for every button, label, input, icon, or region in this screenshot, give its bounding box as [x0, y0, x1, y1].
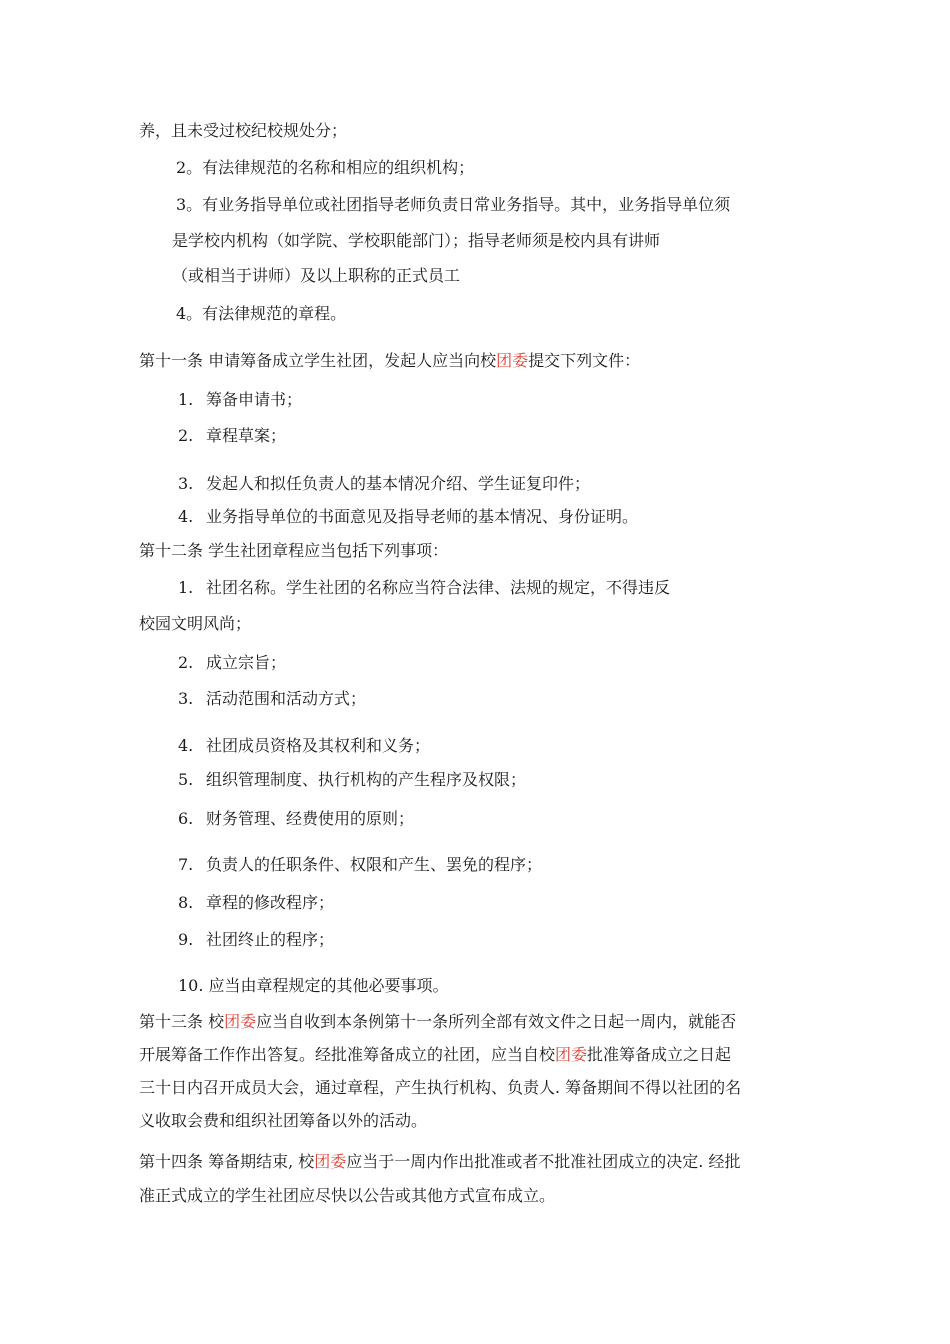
list-item [178, 769, 526, 791]
article-13-line: 义收取会费和组织社团筹备以外的活动。 [139, 1111, 428, 1130]
list-item [178, 577, 670, 599]
item-text: 社团名称。学生社团的名称应当符合法律、法规的规定，不得违反 [206, 578, 671, 597]
list-item [178, 808, 414, 830]
item-number: 5. [178, 770, 194, 789]
item-text: 负责人的任职条件、权限和产生、罢免的程序； [206, 855, 543, 874]
item-number: 6. [178, 809, 194, 828]
list-item [178, 854, 542, 876]
list-item: 3。有业务指导单位或社团指导老师负责日常业务指导。其中，业务指导单位须 [176, 195, 731, 214]
list-item: 4。有法律规范的章程。 [176, 304, 347, 323]
text-line: 是学校内机构（如学院、学校职能部门）；指导老师须是校内具有讲师 [172, 231, 661, 250]
text-span: 提交下列文件： [528, 351, 641, 370]
highlight-term: 团委 [314, 1152, 347, 1171]
text-span: 第十一条 申请筹备成立学生社团，发起人应当向校 [139, 351, 497, 370]
text-span: 应当自收到本条例第十一条所列全部有效文件之日起一周内，就能否 [256, 1012, 737, 1031]
article-13-line [139, 1011, 736, 1033]
list-item: 2。有法律规范的名称和相应的组织机构； [176, 158, 475, 177]
article-13-line [139, 1044, 731, 1066]
item-text: 社团成员资格及其权利和义务； [206, 736, 431, 755]
text-span: 第十三条 校 [139, 1012, 225, 1031]
item-text: 社团终止的程序； [206, 930, 335, 949]
item-number: 1. [178, 390, 194, 409]
item-number: 2. [178, 653, 194, 672]
list-item [178, 892, 334, 914]
text-line: 校园文明风尚； [139, 614, 252, 633]
list-item [178, 473, 590, 495]
item-number: 9. [178, 930, 194, 949]
text-line: 养，且未受过校纪校规处分； [139, 121, 348, 140]
article-12-heading: 第十二条 学生社团章程应当包括下列事项： [139, 541, 449, 560]
item-text: 财务管理、经费使用的原则； [206, 809, 415, 828]
item-text: 应当由章程规定的其他必要事项。 [208, 976, 449, 995]
item-number: 8. [178, 893, 194, 912]
item-number: 4. [178, 507, 194, 526]
item-number: 7. [178, 855, 194, 874]
text-span: 第十四条 筹备期结束, 校 [139, 1152, 315, 1171]
item-text: 业务指导单位的书面意见及指导老师的基本情况、身份证明。 [206, 507, 639, 526]
item-number: 1. [178, 578, 194, 597]
item-number: 10. [178, 976, 204, 995]
text-span: 开展筹备工作作出答复。经批准筹备成立的社团，应当自校 [139, 1045, 556, 1064]
list-item [178, 688, 366, 710]
article-11-heading [139, 350, 640, 372]
item-number: 3. [178, 689, 194, 708]
article-14-line: 准正式成立的学生社团应尽快以公告或其他方式宣布成立。 [139, 1186, 556, 1205]
item-text: 活动范围和活动方式； [206, 689, 367, 708]
item-text: 章程草案； [206, 426, 287, 445]
highlight-term: 团委 [224, 1012, 257, 1031]
list-item [178, 506, 638, 528]
list-item [178, 735, 430, 757]
item-number: 2. [178, 426, 194, 445]
list-item [178, 425, 286, 447]
list-item [178, 652, 286, 674]
list-item [178, 929, 334, 951]
text-span: 应当于一周内作出批准或者不批准社团成立的决定. 经批 [346, 1152, 741, 1171]
highlight-term: 团委 [496, 351, 529, 370]
item-text: 筹备申请书； [206, 390, 303, 409]
list-item [178, 975, 449, 997]
list-item [178, 389, 302, 411]
article-14-line [139, 1151, 740, 1173]
item-text: 成立宗旨； [206, 653, 287, 672]
item-text: 章程的修改程序； [206, 893, 335, 912]
text-line: （或相当于讲师）及以上职称的正式员工 [172, 266, 461, 285]
highlight-term: 团委 [555, 1045, 588, 1064]
text-span: 批准筹备成立之日起 [587, 1045, 732, 1064]
item-number: 4. [178, 736, 194, 755]
item-text: 发起人和拟任负责人的基本情况介绍、学生证复印件； [206, 474, 591, 493]
item-number: 3. [178, 474, 194, 493]
article-13-line: 三十日内召开成员大会，通过章程，产生执行机构、负责人. 筹备期间不得以社团的名 [139, 1078, 742, 1097]
item-text: 组织管理制度、执行机构的产生程序及权限； [206, 770, 527, 789]
